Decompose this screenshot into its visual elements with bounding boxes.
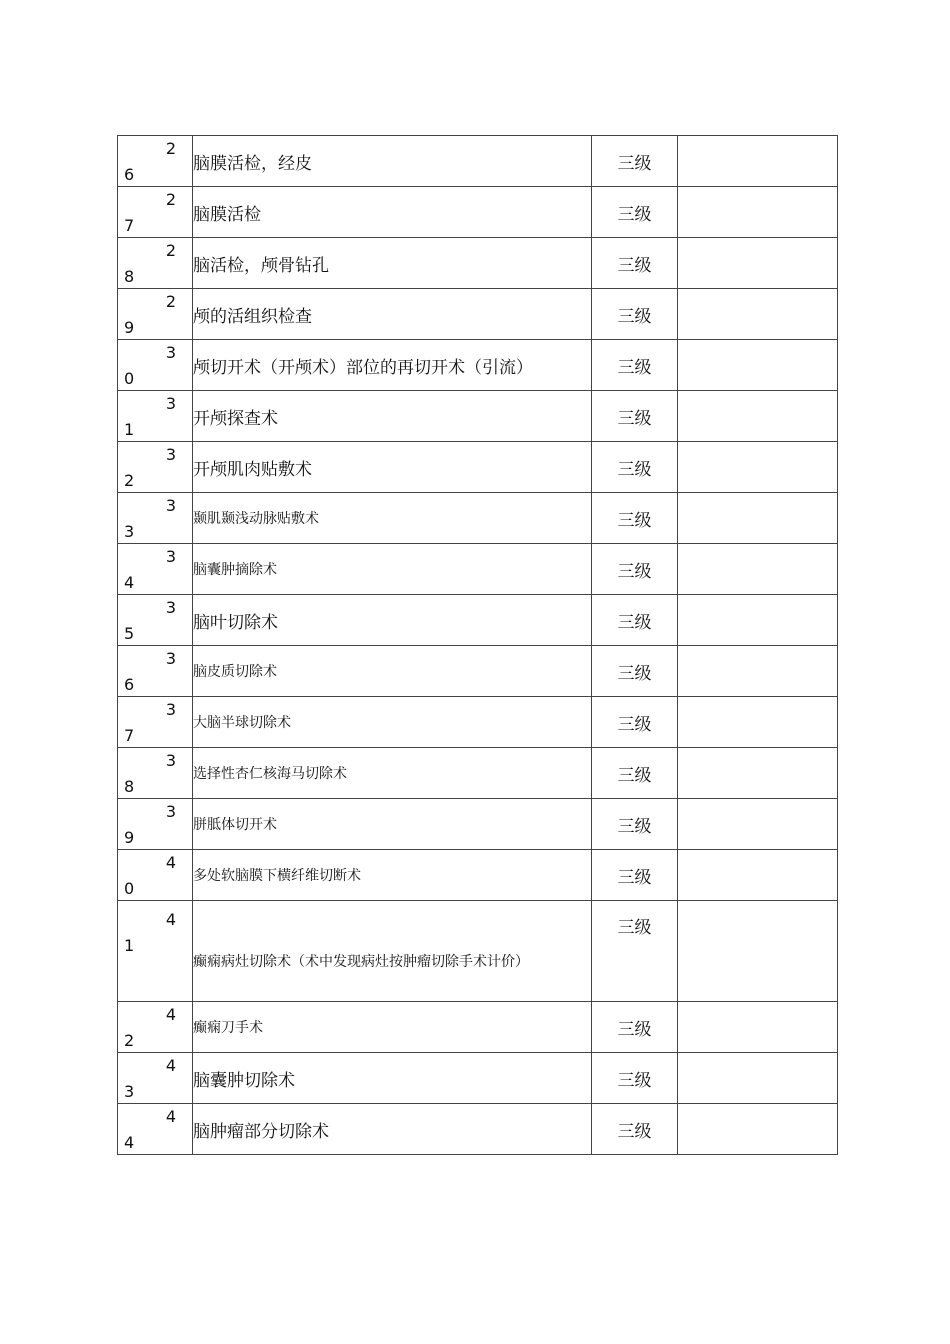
empty-cell [678,646,838,697]
table-row [118,493,838,544]
procedure-level: 三级 [592,850,678,901]
table-row [118,289,838,340]
table-row [118,901,838,1002]
empty-cell [678,493,838,544]
procedure-name: 颅切开术（开颅术）部位的再切开术（引流） [193,340,592,391]
procedure-name: 癫痫病灶切除术（术中发现病灶按肿瘤切除手术计价） [193,901,592,1002]
procedure-table [117,135,838,1155]
empty-cell [678,442,838,493]
row-number-bottom-digit: 8 [124,777,135,796]
row-number-top-digit: 4 [165,853,176,872]
procedure-level: 三级 [592,187,678,238]
table-row [118,595,838,646]
table-row [118,544,838,595]
row-number-cell [118,442,193,493]
empty-cell [678,1104,838,1155]
row-number-cell [118,391,193,442]
procedure-name: 颞肌颞浅动脉贴敷术 [193,493,592,544]
row-number-top-digit: 3 [165,751,176,770]
row-number-cell [118,799,193,850]
procedure-name: 脑囊肿切除术 [193,1053,592,1104]
table-row [118,187,838,238]
row-number-top-digit: 4 [165,1107,176,1126]
procedure-level: 三级 [592,646,678,697]
table-row [118,442,838,493]
row-number-bottom-digit: 1 [124,936,135,955]
row-number-top-digit: 3 [165,343,176,362]
empty-cell [678,187,838,238]
empty-cell [678,799,838,850]
procedure-level: 三级 [592,442,678,493]
procedure-level: 三级 [592,391,678,442]
row-number-bottom-digit: 5 [124,624,135,643]
row-number-top-digit: 3 [165,445,176,464]
procedure-name: 脑膜活检，经皮 [193,136,592,187]
procedure-name: 脑皮质切除术 [193,646,592,697]
procedure-name: 脑膜活检 [193,187,592,238]
procedure-level: 三级 [592,340,678,391]
table-row [118,238,838,289]
procedure-level: 三级 [592,136,678,187]
row-number-top-digit: 4 [165,910,176,929]
procedure-level: 三级 [592,595,678,646]
procedure-level: 三级 [592,697,678,748]
row-number-top-digit: 2 [165,190,176,209]
empty-cell [678,1053,838,1104]
row-number-bottom-digit: 3 [124,522,135,541]
table-row [118,340,838,391]
row-number-bottom-digit: 0 [124,879,135,898]
row-number-cell [118,493,193,544]
procedure-name: 大脑半球切除术 [193,697,592,748]
row-number-cell [118,1104,193,1155]
empty-cell [678,391,838,442]
row-number-bottom-digit: 8 [124,267,135,286]
row-number-bottom-digit: 7 [124,216,135,235]
procedure-level: 三级 [592,799,678,850]
row-number-cell [118,238,193,289]
row-number-bottom-digit: 2 [124,1031,135,1050]
procedure-name: 脑肿瘤部分切除术 [193,1104,592,1155]
procedure-level: 三级 [592,238,678,289]
empty-cell [678,850,838,901]
row-number-bottom-digit: 6 [124,165,135,184]
table-row [118,1002,838,1053]
row-number-bottom-digit: 1 [124,420,135,439]
procedure-name: 多处软脑膜下横纤维切断术 [193,850,592,901]
row-number-bottom-digit: 9 [124,318,135,337]
procedure-name: 胼胝体切开术 [193,799,592,850]
table-row [118,799,838,850]
procedure-table-body [118,136,838,1155]
row-number-cell [118,544,193,595]
row-number-cell [118,187,193,238]
procedure-name: 脑叶切除术 [193,595,592,646]
row-number-cell [118,595,193,646]
procedure-level: 三级 [592,1104,678,1155]
row-number-cell [118,697,193,748]
row-number-bottom-digit: 9 [124,828,135,847]
empty-cell [678,544,838,595]
row-number-top-digit: 3 [165,802,176,821]
row-number-top-digit: 3 [165,394,176,413]
table-row [118,646,838,697]
row-number-top-digit: 3 [165,598,176,617]
procedure-level: 三级 [592,493,678,544]
row-number-top-digit: 3 [165,496,176,515]
table-row [118,697,838,748]
row-number-cell [118,901,193,1002]
procedure-level: 三级 [592,289,678,340]
row-number-top-digit: 3 [165,547,176,566]
empty-cell [678,136,838,187]
empty-cell [678,238,838,289]
row-number-bottom-digit: 3 [124,1082,135,1101]
empty-cell [678,748,838,799]
row-number-top-digit: 2 [165,241,176,260]
row-number-bottom-digit: 2 [124,471,135,490]
row-number-cell [118,289,193,340]
row-number-cell [118,340,193,391]
row-number-bottom-digit: 6 [124,675,135,694]
row-number-top-digit: 4 [165,1056,176,1075]
procedure-level: 三级 [592,1053,678,1104]
row-number-cell [118,1053,193,1104]
row-number-top-digit: 3 [165,649,176,668]
empty-cell [678,697,838,748]
procedure-name: 颅的活组织检查 [193,289,592,340]
empty-cell [678,901,838,1002]
table-row [118,1104,838,1155]
row-number-top-digit: 4 [165,1005,176,1024]
table-row [118,748,838,799]
row-number-bottom-digit: 4 [124,1133,135,1152]
empty-cell [678,340,838,391]
procedure-name: 脑囊肿摘除术 [193,544,592,595]
procedure-name: 开颅肌肉贴敷术 [193,442,592,493]
procedure-level: 三级 [592,901,678,1002]
row-number-cell [118,748,193,799]
row-number-top-digit: 2 [165,139,176,158]
row-number-top-digit: 2 [165,292,176,311]
row-number-top-digit: 3 [165,700,176,719]
empty-cell [678,289,838,340]
row-number-bottom-digit: 0 [124,369,135,388]
empty-cell [678,595,838,646]
table-row [118,850,838,901]
procedure-name: 开颅探查术 [193,391,592,442]
table-row [118,1053,838,1104]
procedure-level: 三级 [592,1002,678,1053]
row-number-cell [118,850,193,901]
row-number-cell [118,136,193,187]
row-number-bottom-digit: 7 [124,726,135,745]
row-number-cell [118,646,193,697]
procedure-name: 脑活检，颅骨钻孔 [193,238,592,289]
row-number-bottom-digit: 4 [124,573,135,592]
procedure-level: 三级 [592,544,678,595]
procedure-name: 癫痫刀手术 [193,1002,592,1053]
row-number-cell [118,1002,193,1053]
table-row [118,391,838,442]
empty-cell [678,1002,838,1053]
procedure-name: 选择性杏仁核海马切除术 [193,748,592,799]
table-row [118,136,838,187]
procedure-level: 三级 [592,748,678,799]
